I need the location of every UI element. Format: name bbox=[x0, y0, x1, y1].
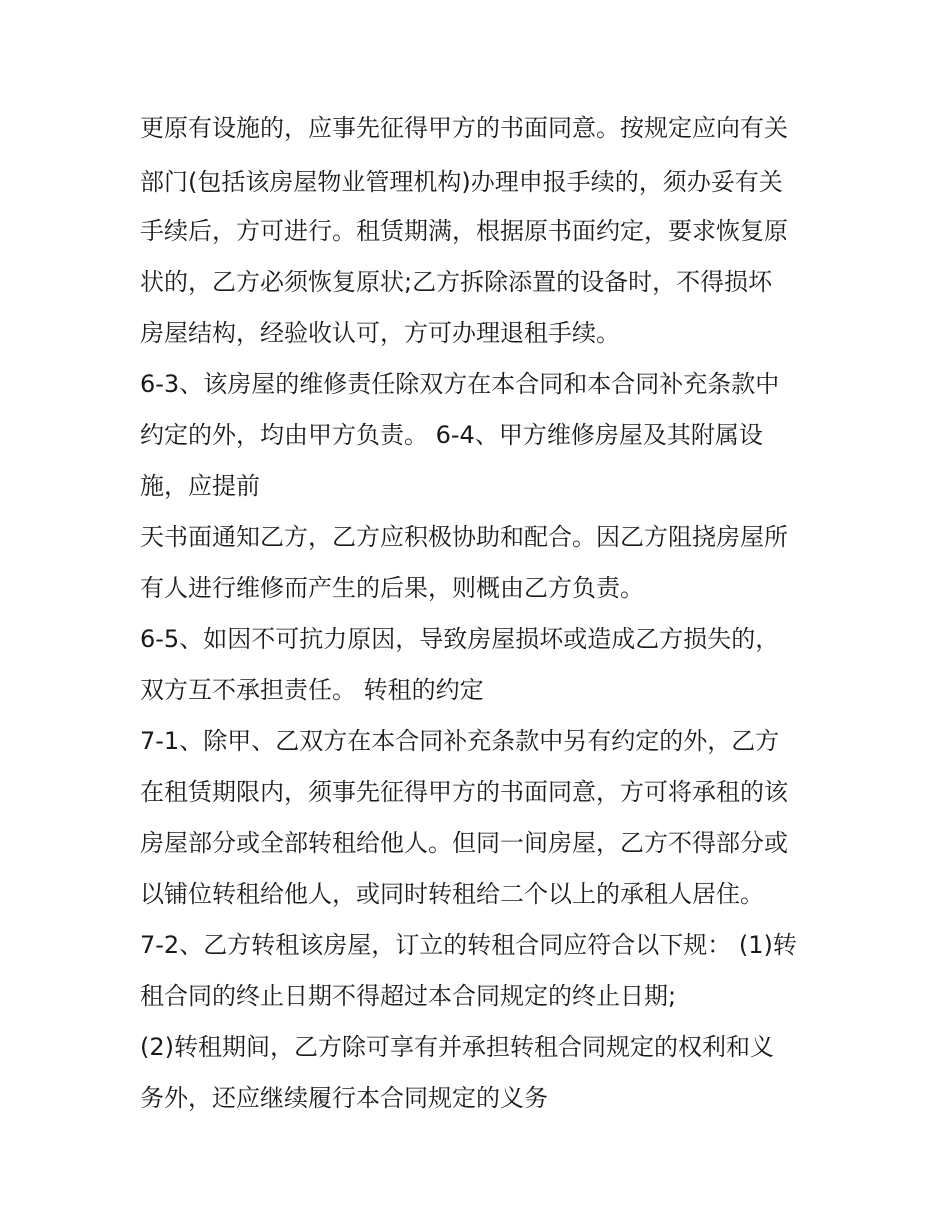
text-line: 6-5、如因不可抗力原因，导致房屋损坏或造成乙方损失的， bbox=[140, 625, 780, 653]
text-line: 租合同的终止日期不得超过本合同规定的终止日期; bbox=[140, 982, 677, 1010]
text-line: 房屋结构，经验收认可，方可办理退租手续。 bbox=[140, 319, 620, 347]
text-line: 有人进行维修而产生的后果，则概由乙方负责。 bbox=[140, 574, 644, 602]
text-line: 天书面通知乙方，乙方应积极协助和配合。因乙方阻挠房屋所 bbox=[140, 523, 788, 551]
text-line: 双方互不承担责任。 转租的约定 bbox=[140, 676, 484, 704]
text-line: 状的，乙方必须恢复原状;乙方拆除添置的设备时，不得损坏 bbox=[140, 268, 773, 296]
text-line: 在租赁期限内，须事先征得甲方的书面同意，方可将承租的该 bbox=[140, 778, 788, 806]
text-line: 约定的外，均由甲方负责。 6-4、甲方维修房屋及其附属设 bbox=[140, 421, 763, 449]
text-line: 7-2、乙方转租该房屋，订立的转租合同应符合以下规： (1)转 bbox=[140, 931, 797, 959]
text-line: 7-1、除甲、乙双方在本合同补充条款中另有约定的外，乙方 bbox=[140, 727, 780, 755]
text-line: 务外，还应继续履行本合同规定的义务 bbox=[140, 1084, 548, 1112]
text-line: 施，应提前 bbox=[140, 472, 260, 500]
text-line: 更原有设施的，应事先征得甲方的书面同意。按规定应向有关 bbox=[140, 114, 788, 142]
text-line: 6-3、该房屋的维修责任除双方在本合同和本合同补充条款中 bbox=[140, 370, 780, 398]
text-line: 手续后，方可进行。租赁期满，根据原书面约定，要求恢复原 bbox=[140, 217, 788, 245]
text-line: 以铺位转租给他人，或同时转租给二个以上的承租人居住。 bbox=[140, 880, 764, 908]
text-line: 部门(包括该房屋物业管理机构)办理申报手续的，须办妥有关 bbox=[140, 168, 783, 196]
text-line: (2)转租期间，乙方除可享有并承担转租合同规定的权利和义 bbox=[140, 1033, 774, 1061]
text-line: 房屋部分或全部转租给他人。但同一间房屋，乙方不得部分或 bbox=[140, 829, 788, 857]
